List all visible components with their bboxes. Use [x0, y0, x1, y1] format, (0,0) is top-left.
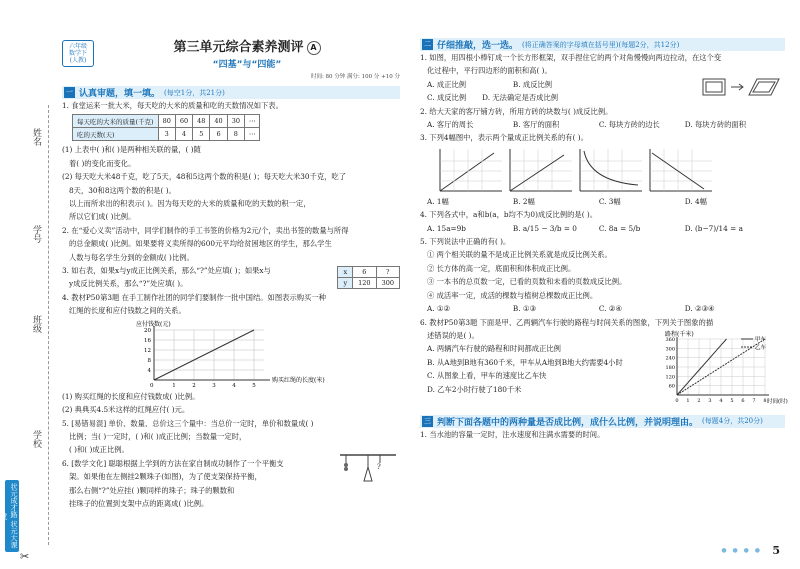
section-one-header: [62, 86, 400, 99]
x-tick-label: 1: [686, 397, 690, 404]
question-r6-options-block: [420, 329, 655, 409]
x-tick-label: 1: [172, 382, 176, 389]
question-text: 2. 给大天家的客厅铺方砖，所用方砖的块数与( )成反比例。: [420, 106, 613, 116]
section-title: 仔细推敲，选一选。: [437, 41, 519, 51]
x-axis-label: 购买红绳的长度(米): [272, 376, 325, 384]
spine-id-label: 学号: [31, 225, 41, 243]
car-distance-chart: [655, 329, 788, 409]
table-cell: 300: [376, 278, 399, 289]
section-note: (将正确答案的字母填在括号里)(每题2分，共12分): [522, 40, 680, 49]
question-text: 化过程中，平行四边形的面积和高( )。: [427, 66, 552, 76]
question-text: 架。如果他在左侧挂2颗珠子(如图)，为了使支架保持平衡，: [69, 472, 262, 482]
option-a[interactable]: A. 成正比例: [427, 79, 467, 89]
section-number-icon: 三: [424, 416, 431, 425]
statement: ④ 成活率一定，成活的棵数与植树总棵数成正比例。: [427, 290, 598, 300]
question-text: 6. 教材P50第3题 下面是甲、乙两辆汽车行驶的路程与时间关系的图象，下列关于图象的描: [420, 317, 714, 327]
x-tick-label: 7: [752, 397, 756, 404]
cut-line: [48, 105, 49, 545]
question-text: 人数与每名学生分到的金额成( )比例。: [69, 252, 194, 262]
xy-table: [337, 266, 400, 289]
y-tick-label: 60: [668, 383, 675, 390]
x-tick-label: 5: [252, 382, 256, 389]
legend-label: 甲车: [755, 336, 767, 343]
x-tick-label: 4: [719, 397, 723, 404]
binding-spine: [0, 40, 60, 569]
option-b[interactable]: B. 客厅的面积: [512, 120, 560, 130]
option-c[interactable]: C. 3幅: [598, 196, 621, 206]
spine-brand-badge: 状元成才路 状元大课堂: [5, 480, 19, 552]
series-line: [154, 330, 254, 380]
balance-scale-icon: [336, 447, 400, 487]
option-c[interactable]: C. 8a = 5/b: [598, 223, 641, 233]
section-note: (每题4分，共20分): [702, 417, 763, 426]
grade-badge: 六年级 数学下 (人教): [62, 40, 94, 67]
graph-linear-offset: [504, 147, 574, 195]
option-d[interactable]: D. 4幅: [684, 196, 707, 206]
question-text: (1) 上表中( )和( )是两种相关联的量，( )随: [62, 145, 201, 155]
table-cell: 40: [210, 115, 227, 128]
question-text: 3. 下列4幅图中，表示两个量成正比例关系的有( )。: [420, 133, 588, 143]
table-cell: 8: [227, 128, 244, 141]
y-tick-label: 20: [144, 327, 151, 334]
section-note: (每空1分，共21分): [164, 88, 225, 97]
graph-decreasing-line: [644, 147, 714, 195]
question-text: 挂珠子的位置到支架中点的距离成( )比例。: [69, 498, 209, 508]
x-tick-label: 0: [675, 397, 679, 404]
table-cell: 6: [353, 267, 376, 278]
option-d[interactable]: D. 每块方砖的面积: [684, 120, 747, 130]
section-title: 判断下面各题中的两种量是否成比例，成什么比例，并说明理由。: [437, 417, 699, 428]
question-text: 以上而所求出的积表示( )。因为每天吃的大米的质量和吃的天数的积一定，: [69, 199, 311, 209]
table-row-head: 每天吃的大米的质量(千克): [73, 115, 159, 128]
question-text: 着( )的变化而变化。: [69, 158, 136, 168]
question-text: 那么右侧“?”处应挂( )颗同样的珠子；珠子的颗数和: [69, 485, 235, 495]
question-3-text-block: [62, 264, 333, 291]
statement: ③ 一本书的总页数一定，已看的页数和未看的页数成反比例。: [427, 277, 627, 287]
question-text: 的总金额成( )比例。如果要将义卖所得的600元平均给贫困地区的学生，那么学生: [69, 239, 332, 249]
option-a[interactable]: A. 15a=9b: [427, 223, 466, 233]
question-text: 4. 下列各式中，a和b(a，b均不为0)成反比例的是( )。: [420, 210, 598, 220]
x-head: x: [338, 267, 353, 278]
legend-label: 乙车: [755, 344, 767, 351]
y-tick-label: 360: [665, 336, 675, 343]
y-tick-label: 12: [144, 347, 151, 354]
table-cell: 30: [227, 115, 244, 128]
page-title: [94, 36, 400, 55]
option-d[interactable]: D. (b−7)/14 = a: [684, 223, 743, 233]
statement: ① 两个相关联的量不是成正比例关系就是成反比例关系。: [427, 250, 612, 260]
options-r4: [420, 222, 785, 235]
page-subtitle: “四基”与“四能”: [212, 60, 282, 70]
table-cell: 48: [193, 115, 210, 128]
x-tick-label: 2: [697, 397, 701, 404]
spine-class-label: 班级: [31, 315, 41, 333]
option-a[interactable]: A. ①②: [427, 304, 450, 314]
table-cell: ⋯: [244, 128, 260, 141]
option-c[interactable]: C. 每块方砖的边长: [598, 120, 660, 130]
y-tick-label: 4: [147, 367, 151, 374]
question-1-stem: 1. 食堂运来一批大米，每天吃的大米的质量和吃的天数情况如下表。: [62, 101, 283, 110]
left-column: [62, 30, 400, 510]
option-a[interactable]: A. 1幅: [427, 196, 449, 206]
question-text: y成反比例关系，那么“?”处应填( )。: [69, 279, 188, 289]
question-6-text: 6. [数学文化] 聪聪根据上学到的方法在家自制成功制作了一个平衡支: [62, 458, 284, 468]
y-tick-label: 300: [665, 346, 675, 353]
x-tick-label: 8: [763, 397, 767, 404]
question-text: (1) 购买红绳的长度和应付钱数成( )比例。: [62, 391, 200, 401]
spine-school-label: 学校: [31, 430, 41, 448]
x-tick-label: 4: [232, 382, 236, 389]
question-text: 1. 当水池的容量一定时，注水速度和注满水需要的时间。: [420, 429, 605, 439]
option-b[interactable]: B. 2幅: [512, 196, 535, 206]
graph-linear-through-origin: [434, 147, 504, 195]
table-cell: 6: [210, 128, 227, 141]
y-tick-label: 120: [665, 374, 675, 381]
question-r1-text-block: [420, 51, 785, 78]
page-title-text: 第三单元综合素养测评: [173, 40, 304, 55]
x-tick-label: 5: [730, 397, 734, 404]
x-axis-label: 时间(时): [767, 398, 788, 405]
question-r6-block: [420, 329, 788, 409]
page-dots: ● ● ● ●: [721, 547, 762, 554]
question-text: (2) 每天吃大米48千克，吃了5天，48和5这两个数的积是( )；每天吃大米30千克，吃了: [62, 172, 347, 182]
question-4-text: 4. 教材P50第3题 在手工制作社团的同学们要制作一批中国结。如图表示购买一种: [62, 292, 326, 302]
option-b[interactable]: B. ①③: [512, 304, 536, 314]
scissors-icon: ✂: [20, 550, 30, 563]
title-box: [94, 30, 400, 70]
y-tick-label: 16: [144, 337, 151, 344]
section-number-icon: 二: [424, 40, 431, 48]
option-d[interactable]: D. 乙车2小时行驶了180千米: [427, 384, 522, 394]
x-tick-label: 3: [708, 397, 712, 404]
question-text: (2) 典典买4.5米这样的红绳应付( )元。: [62, 405, 190, 415]
section-two-header: [420, 38, 785, 51]
origin-label: 0: [150, 382, 154, 389]
question-text: 所以它们成( )比例。: [69, 212, 136, 222]
question-text: 红绳的长度和应付钱数之间的关系。: [69, 306, 186, 316]
option-b[interactable]: B. a/15 − 3/b = 0: [512, 223, 577, 233]
svg-text:?: ?: [377, 462, 381, 471]
option-d[interactable]: D. ②③④: [684, 304, 715, 314]
table-cell: 3: [158, 128, 175, 141]
question-r1-block: [420, 51, 785, 78]
table-cell: 120: [353, 278, 376, 289]
options-r5: [420, 302, 785, 315]
x-tick-label: 6: [741, 397, 745, 404]
options-r3: [420, 195, 785, 208]
question-text: ( )和( )成正比例。: [69, 445, 129, 455]
table-cell: 60: [175, 115, 192, 128]
table-row-head: 吃的天数(天): [73, 128, 159, 141]
question-6-text-block: [62, 457, 336, 511]
header-banner: [62, 30, 400, 70]
section-title: 认真审题，填一填。: [79, 89, 161, 99]
question-text: 比例；当( )一定时，( )和( )成正比例；当数量一定时，: [69, 431, 247, 441]
y-head: y: [338, 278, 353, 289]
question-text: 8天，30和8这两个数的积是( )。: [69, 185, 176, 195]
question-text: 述错误的是( )。: [427, 330, 479, 340]
rectangle-frame-figure: [701, 76, 781, 98]
question-2-text: 2. 在“爱心义卖”活动中，同学们制作的手工书签的价格为2元/个，卖出书签的数量与所得: [62, 225, 349, 235]
option-c[interactable]: C. ②④: [598, 304, 622, 314]
page-number: 5: [772, 544, 780, 557]
y-tick-label: 8: [147, 357, 151, 364]
four-graphs: [434, 147, 785, 195]
option-a[interactable]: A. 客厅的周长: [427, 120, 474, 130]
table-cell: 80: [158, 115, 175, 128]
question-text: 5. 下列说法中正确的有( )。: [420, 237, 511, 247]
question-3-block: [62, 264, 400, 291]
option-d[interactable]: D. 无法确定是否成比例: [482, 93, 559, 103]
exam-meta: 时间: 80 分钟 满分: 100 分 +10 分: [310, 74, 400, 80]
question-3-text: 3. 如右表，如果x与y成正比例关系，那么“?”处应填( )；如果x与: [62, 266, 271, 276]
option-b[interactable]: B. 从A地到B地有360千米，甲车从A地到B地大约需要4小时: [427, 357, 623, 367]
table-cell: 5: [193, 128, 210, 141]
statement: ② 长方体的高一定，底面积和体积成正比例。: [427, 263, 576, 273]
question-text: 1. 如图，用四根小棒钉成一个长方形框架，双手捏住它的两个对角慢慢向两边拉动，在这个变: [420, 53, 722, 62]
question-6-block: [62, 457, 400, 511]
spine-name-label: 姓名: [31, 128, 41, 146]
option-a[interactable]: A. 两辆汽车行驶的路程和时间都成正比例: [427, 344, 561, 354]
y-tick-label: 180: [665, 364, 675, 371]
option-c[interactable]: C. 从图象上看，甲车的速度比乙车快: [427, 371, 547, 381]
rice-data-table: [72, 114, 260, 141]
option-b[interactable]: B. 成反比例: [512, 79, 553, 89]
question-5-text: 5. [易错易混] 单价、数量、总价这三个量中：当总价一定时，单价和数量成( ): [62, 418, 314, 428]
table-cell: ⋯: [244, 115, 260, 128]
x-tick-label: 3: [212, 382, 216, 389]
y-axis-label: 路程(千米): [665, 330, 694, 338]
section-number-icon: 一: [66, 88, 73, 96]
level-badge: A: [307, 41, 321, 55]
options-r2: [420, 118, 785, 131]
table-cell: ?: [376, 267, 399, 278]
x-tick-label: 2: [192, 382, 196, 389]
y-axis-label: 应付钱数(元): [136, 320, 171, 328]
option-c[interactable]: C. 成反比例: [427, 93, 467, 103]
right-column: [420, 30, 788, 441]
rope-price-chart: [132, 318, 332, 390]
section-three-header: [420, 415, 785, 428]
y-tick-label: 240: [665, 355, 675, 362]
table-cell: 4: [175, 128, 192, 141]
graph-hyperbola: [574, 147, 644, 195]
